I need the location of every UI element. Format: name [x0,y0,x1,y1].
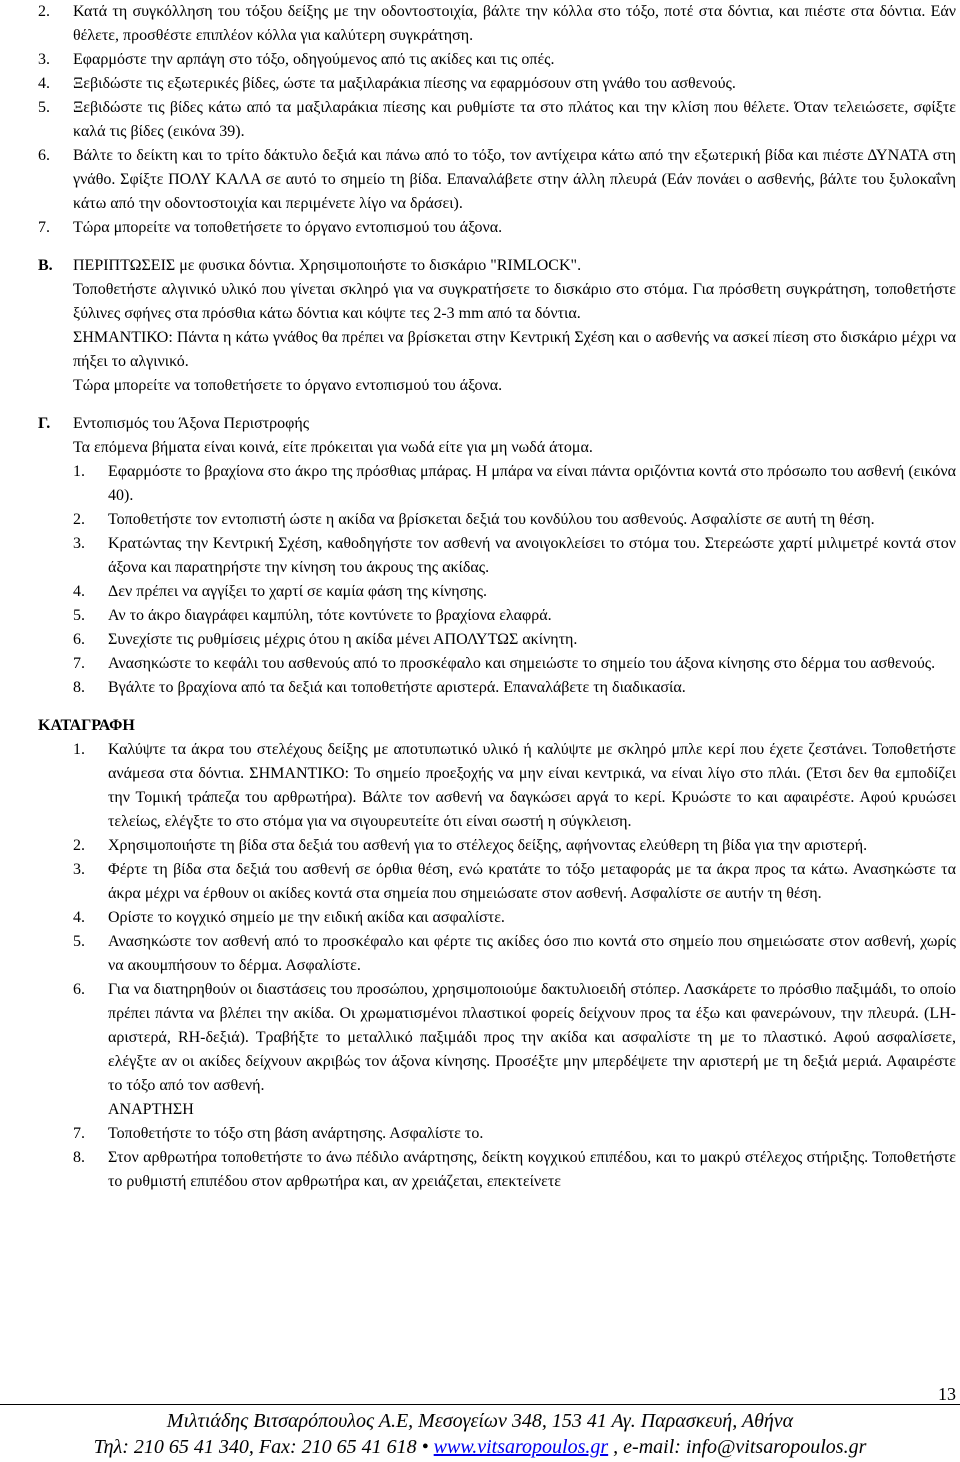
section-b-important: ΣΗΜΑΝΤΙΚΟ: Πάντα η κάτω γνάθος θα πρέπει να βρίσκεται στην Κεντρική Σχέση και ο ασθενής να ασκεί πίεση στο δισκάριο μέχρι να πήξει το αλγινικό. [73,329,956,370]
item-number: 3. [73,535,85,552]
list-item [73,604,956,628]
section-c-letter: Γ. [38,415,51,432]
footer-contact [0,1434,960,1460]
list-item [38,48,956,72]
item-number: 3. [73,861,85,878]
item-number: 2. [73,837,85,854]
item-number: 6. [73,981,85,998]
item-text: Βγάλτε το βραχίονα από τα δεξιά και τοποθετήστε αριστερά. Επαναλάβετε τη διαδικασία. [108,679,686,696]
list-item [73,1146,956,1194]
item-text: Βάλτε το δείκτη και το τρίτο δάκτυλο δεξιά και πάνω από το τόξο, τον αντίχειρα κάτω από την εξωτερική βίδα και πιέστε ΔΥΝΑΤΑ στη γνάθο. Σφίξτε ΠΟΛΥ ΚΑΛΑ σε αυτό το σημείο τη βίδα. Επαναλάβετε στην άλλη πλευρά (Εάν πονάει ο ασθενής, βάλτε του ξυλοκαΐνη κάτω από την οδοντοστοιχία και περιμένετε λίγο να δράσει). [73,147,956,212]
list-item [73,532,956,580]
section-b [38,254,956,398]
item-number: 7. [73,1125,85,1142]
item-number: 8. [73,679,85,696]
section-c-heading [38,412,956,436]
list-item [38,0,956,48]
footer-divider [0,1404,960,1405]
item-number: 6. [38,147,50,164]
item-text: Τώρα μπορείτε να τοποθετήσετε το όργανο εντοπισμού του άξονα. [73,219,503,236]
item-number: 5. [73,607,85,624]
item-text: Αν το άκρο διαγράφει καμπύλη, τότε κοντύνετε το βραχίονα ελαφρά. [108,607,552,624]
item-text: Ξεβιδώστε τις εξωτερικές βίδες, ώστε τα μαξιλαράκια πίεσης να εφαρμόσουν στη γνάθο του ασθενούς. [73,75,736,92]
item-text: Ορίστε το κογχικό σημείο με την ειδική ακίδα και ασφαλίστε. [108,909,505,926]
item-number: 2. [73,511,85,528]
item-number: 2. [38,3,50,20]
section-b-title: ΠΕΡΙΠΤΩΣΕΙΣ με φυσικα δόντια. Χρησιμοποιήστε το δισκάριο "RIMLOCK". [73,257,582,274]
list-item [73,508,956,532]
list-item [38,144,956,216]
section-recording-list [38,738,956,1194]
list-item [38,216,956,240]
list-item [73,906,956,930]
item-text: Κρατώντας την Κεντρική Σχέση, καθοδηγήστε τον ασθενή να ανοιγοκλείσει το στόμα του. Στερεώστε χαρτί μιλιμετρέ κοντά στον άξονα και παρατηρήστε την κίνηση του άκρους της ακίδας. [108,535,956,576]
item-text: Κατά τη συγκόλληση του τόξου δείξης με την οδοντοστοιχία, βάλτε την κόλλα στο τόξο, ποτέ στα δόντια, και πιέστε στα δόντια. Εάν θέλετε, προσθέστε επιπλέον κόλλα για καλύτερη συγκράτηση. [73,3,956,44]
footer-email: , e-mail: info@vitsaropoulos.gr [608,1436,867,1458]
section-c-intro: Τα επόμενα βήματα είναι κοινά, είτε πρόκειται για νωδά είτε για μη νωδά άτομα. [73,439,593,456]
website-link[interactable]: www.vitsaropoulos.gr [433,1436,609,1458]
list-item [73,676,956,700]
item-number: 7. [38,219,50,236]
section-c [38,412,956,700]
item-text: Δεν πρέπει να αγγίξει το χαρτί σε καμία φάση της κίνησης. [108,583,487,600]
page-number: 13 [938,1384,956,1404]
list-item [38,72,956,96]
item-text: Για να διατηρηθούν οι διαστάσεις του προσώπου, χρησιμοποιούμε δακτυλιοειδή στόπερ. Λασκάρετε το πρόσθιο παξιμάδι, το οποίο πρέπει πάντα να βλέπει την ακίδα. Οι χρωματισμένοι πλαστικοί φορείς δείχνουν προς τα έξω και φανερώνουν, την πλευρά. (LH-αριστερά, RH-δεξιά). Τραβήξτε το μεταλλικό παξιμάδι προς την ακίδα και ασφαλίστε τη με το πλαστικό. Αφού ασφαλίσετε, ελέγξτε αν οι ακίδες δείχνουν ακριβώς τον άξονα κίνησης. Προσέξτε μην μπερδέψετε την αριστερή με τη δεξιά μεριά. Αφαιρέστε το τόξο από τον ασθενή. [108,981,956,1094]
item-text: Εφαρμόστε την αρπάγη στο τόξο, οδηγούμενος από τις ακίδες και τις οπές. [73,51,555,68]
item-number: 4. [73,583,85,600]
section-b-letter: Β. [38,257,53,274]
list-item [73,1122,956,1146]
document-body [38,0,956,1194]
list-item [73,858,956,906]
list-item [73,580,956,604]
item-text: Στον αρθρωτήρα τοποθετήστε το άνω πέδιλο ανάρτησης, δείκτη κογχικού επιπέδου, και το μακρύ στέλεχος στήριξης. Τοποθετήστε το ρυθμιστή επιπέδου στον αρθρωτήρα και, αν χρειάζεται, επεκτείνετε [108,1149,956,1190]
item-number: 6. [73,631,85,648]
section-recording [38,714,956,738]
item-number: 1. [73,463,85,480]
footer-address: Μιλτιάδης Βιτσαρόπουλος Α.Ε, Μεσογείων 348, 153 41 Αγ. Παρασκευή, Αθήνα [166,1410,794,1432]
section-b-paragraph: Τοποθετήστε αλγινικό υλικό που γίνεται σκληρό για να συγκρατήσετε το δισκάριο στο στόμα. Για πρόσθετη συγκράτηση, τοποθετήστε ξύλινες σφήνες στα πρόσθια κάτω δόντια και κόψτε τες 2-3 mm από τα δόντια. [73,281,956,322]
item-text: Ανασηκώστε το κεφάλι του ασθενούς από το προσκέφαλο και σημειώστε το σημείο του άξονα κίνησης στο δέρμα του ασθενούς. [108,655,936,672]
item-text: Εφαρμόστε το βραχίονα στο άκρο της πρόσθιας μπάρας. Η μπάρα να είναι πάντα οριζόντια κοντά στο πρόσωπο του ασθενή (εικόνα 40). [108,463,956,504]
list-item [73,460,956,508]
list-item [73,628,956,652]
item-number: 1. [73,741,85,758]
section-b-heading [38,254,956,278]
item-number: 4. [73,909,85,926]
list-item [38,96,956,144]
list-item [73,834,956,858]
item-number: 3. [38,51,50,68]
subheading-suspension: ΑΝΑΡΤΗΣΗ [108,1101,194,1118]
item-number: 5. [73,933,85,950]
list-item [73,738,956,834]
item-number: 5. [38,99,50,116]
item-number: 7. [73,655,85,672]
section-recording-title: ΚΑΤΑΓΡΑΦΗ [38,717,135,734]
item-number: 8. [73,1149,85,1166]
item-text: Χρησιμοποιήστε τη βίδα στα δεξιά του ασθενή για το στέλεχος δείξης, αφήνοντας ελεύθερη τη βίδα για την αριστερή. [108,837,868,854]
item-text: Τοποθετήστε τον εντοπιστή ώστε η ακίδα να βρίσκεται δεξιά του κονδύλου του ασθενούς. Ασφαλίστε σε αυτή τη θέση. [108,511,875,528]
list-item [73,978,956,1122]
item-text: Ανασηκώστε τον ασθενή από το προσκέφαλο και φέρτε τις ακίδες όσο πιο κοντά στο σημείο που σημειώσατε στον ασθενή, χωρίς να ακουμπήσουν το δέρμα. Ασφαλίστε. [108,933,956,974]
footer-phone: Τηλ: 210 65 41 340, Fax: 210 65 41 618 • [93,1436,434,1458]
item-text: Τοποθετήστε το τόξο στη βάση ανάρτησης. Ασφαλίστε το. [108,1125,484,1142]
item-number: 4. [38,75,50,92]
list-item [73,652,956,676]
section-c-list [38,460,956,700]
item-text: Καλύψτε τα άκρα του στελέχους δείξης με αποτυπωτικό υλικό ή καλύψτε με σκληρό μπλε κερί που έχετε ζεστάνει. Τοποθετήστε ανάμεσα στα δόντια. ΣΗΜΑΝΤΙΚΟ: Το σημείο προεξοχής να μην είναι κεντρικά, να είναι λίγο στο πλάι. (Έτσι δεν θα εμποδίζει την Τομική τράπεζα του αρθρωτήρα). Βάλτε τον ασθενή να δαγκώσει αργά το κερί. Κρυώστε το και αφαιρέστε. Αφού κρυώσει τελείως, ελέγξτε το στο στόμα για να σιγουρευτείτε ότι είναι σωστή η σύγκλειση. [108,741,956,830]
item-text: Ξεβιδώστε τις βίδες κάτω από τα μαξιλαράκια πίεσης και ρυθμίστε τα στο πλάτος και την κλίση που θέλετε. Όταν τελειώσετε, σφίξτε καλά τις βίδες (εικόνα 39). [73,99,956,140]
item-text: Φέρτε τη βίδα στα δεξιά του ασθενή σε όρθια θέση, ενώ κρατάτε το τόξο μεταφοράς με τα άκρα προς τα κάτω. Ανασηκώστε τα άκρα μέχρι να έρθουν οι ακίδες κοντά στα σημεία που σημειώσατε στον ασθενή. Ασφαλίστε σε αυτήν τη θέση. [108,861,956,902]
item-text: Συνεχίστε τις ρυθμίσεις μέχρις ότου η ακίδα μένει ΑΠΟΛΥΤΩΣ ακίνητη. [108,631,578,648]
section-a-list [38,0,956,240]
section-c-title: Εντοπισμός του Άξονα Περιστροφής [73,415,310,432]
list-item [73,930,956,978]
section-b-closing: Τώρα μπορείτε να τοποθετήσετε το όργανο εντοπισμού του άξονα. [73,377,503,394]
